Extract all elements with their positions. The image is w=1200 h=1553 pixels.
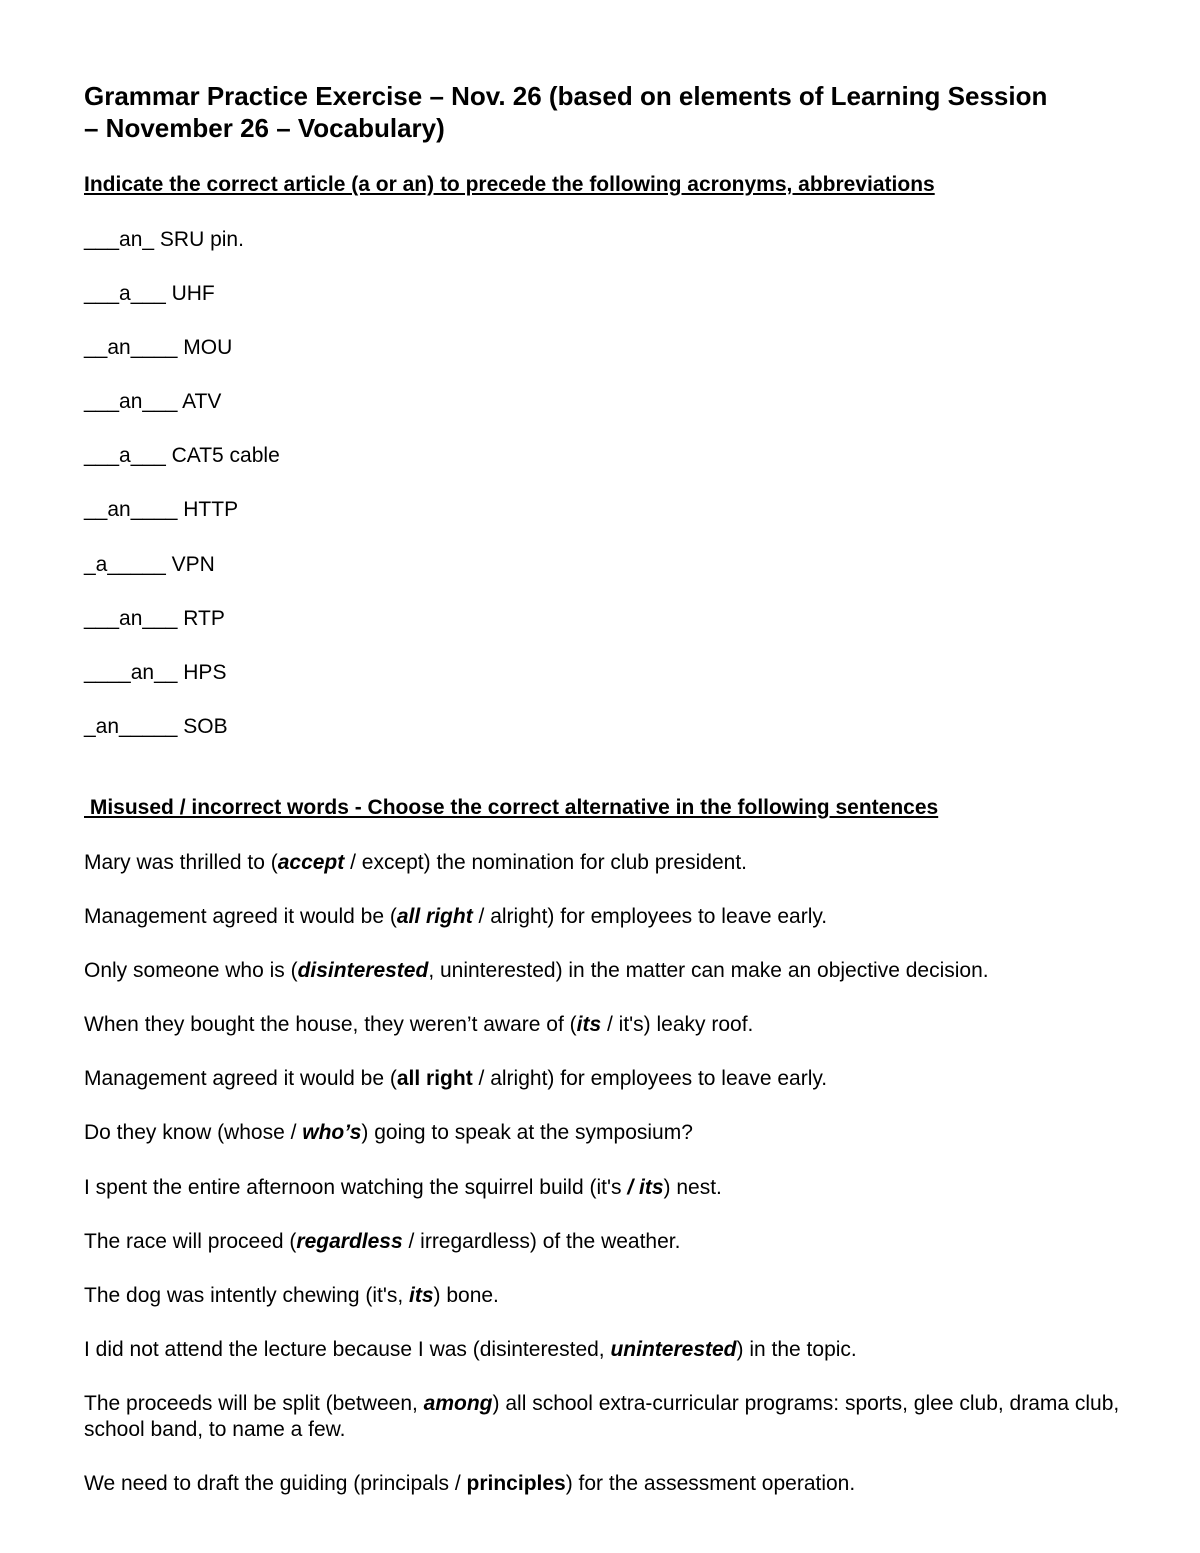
sentence-item [84, 1120, 1124, 1146]
sentence-text: ) nest. [663, 1176, 722, 1199]
article-item: __an____ MOU [84, 336, 233, 359]
sentence-item [84, 1012, 1124, 1038]
correct-answer: regardless [296, 1230, 403, 1253]
correct-answer: its [576, 1013, 602, 1036]
sentence-text: When they bought the house, they weren’t aware of ( [84, 1013, 577, 1036]
sentence-text: ) all school extra-curricular programs: sports, glee club, drama club, school band, to name a few. [84, 1392, 1120, 1441]
article-item: ___an___ RTP [84, 607, 225, 630]
article-item: ___a___ CAT5 cable [84, 444, 280, 467]
correct-answer: disinterested [297, 959, 429, 982]
correct-answer: / its [627, 1176, 664, 1199]
sentence-text: I spent the entire afternoon watching the squirrel build (it's [84, 1176, 628, 1199]
sentence-text: We need to draft the guiding (principals / [84, 1472, 467, 1495]
title-line-2: – November 26 – Vocabulary) [84, 113, 445, 143]
sentence-text: Management agreed it would be ( [84, 1067, 397, 1090]
page-title [84, 80, 1124, 144]
correct-answer: among [423, 1392, 493, 1415]
sentence-text: / irregardless) of the weather. [402, 1230, 681, 1253]
correct-answer: all right [396, 905, 473, 928]
sentence-item [84, 1229, 1124, 1255]
sentence-text: / it's) leaky roof. [601, 1013, 754, 1036]
article-item: _a_____ VPN [84, 553, 215, 576]
sentence-text: , uninterested) in the matter can make an objective decision. [428, 959, 989, 982]
sentence-text: Only someone who is ( [84, 959, 298, 982]
correct-answer: accept [277, 851, 345, 874]
article-item: _an_____ SOB [84, 715, 228, 738]
section-heading-misused-words: Misused / incorrect words - Choose the correct alternative in the following sentences [84, 796, 939, 819]
sentence-item [84, 1337, 1124, 1363]
sentence-text: The dog was intently chewing (it's, [84, 1284, 409, 1307]
title-line-1: Grammar Practice Exercise – Nov. 26 (based on elements of Learning Session [84, 81, 1048, 111]
correct-answer: principles [466, 1472, 566, 1495]
section-heading-articles: Indicate the correct article (a or an) to precede the following acronyms, abbreviations [84, 173, 935, 196]
sentence-item [84, 1391, 1124, 1443]
sentence-text: / alright) for employees to leave early. [472, 905, 828, 928]
sentence-text: ) for the assessment operation. [565, 1472, 856, 1495]
sentence-item [84, 958, 1124, 984]
sentence-item [84, 1175, 1124, 1201]
article-item: __an____ HTTP [84, 498, 239, 521]
sentence-item [84, 904, 1124, 930]
sentence-text: The race will proceed ( [84, 1230, 297, 1253]
sentence-text: ) in the topic. [736, 1338, 857, 1361]
sentence-text: ) going to speak at the symposium? [361, 1121, 693, 1144]
sentence-text: Management agreed it would be ( [84, 905, 397, 928]
correct-answer: uninterested [610, 1338, 737, 1361]
sentence-text: Do they know (whose / [84, 1121, 303, 1144]
article-item: ___an_ SRU pin. [84, 228, 244, 251]
article-item: ___a___ UHF [84, 282, 215, 305]
sentence-item [84, 1066, 1124, 1092]
sentence-text: The proceeds will be split (between, [84, 1392, 424, 1415]
sentence-text: I did not attend the lecture because I was (disinterested, [84, 1338, 611, 1361]
correct-answer: who’s [302, 1121, 362, 1144]
sentence-text: ) bone. [433, 1284, 499, 1307]
article-item: ____an__ HPS [84, 661, 227, 684]
article-item: ___an___ ATV [84, 390, 222, 413]
sentence-item [84, 1283, 1124, 1309]
sentence-text: / except) the nomination for club president. [344, 851, 747, 874]
sentence-item [84, 850, 1124, 876]
sentence-text: Mary was thrilled to ( [84, 851, 278, 874]
sentence-item [84, 1471, 1124, 1497]
correct-answer: all right [396, 1067, 473, 1090]
sentence-text: / alright) for employees to leave early. [472, 1067, 828, 1090]
correct-answer: its [409, 1284, 434, 1307]
